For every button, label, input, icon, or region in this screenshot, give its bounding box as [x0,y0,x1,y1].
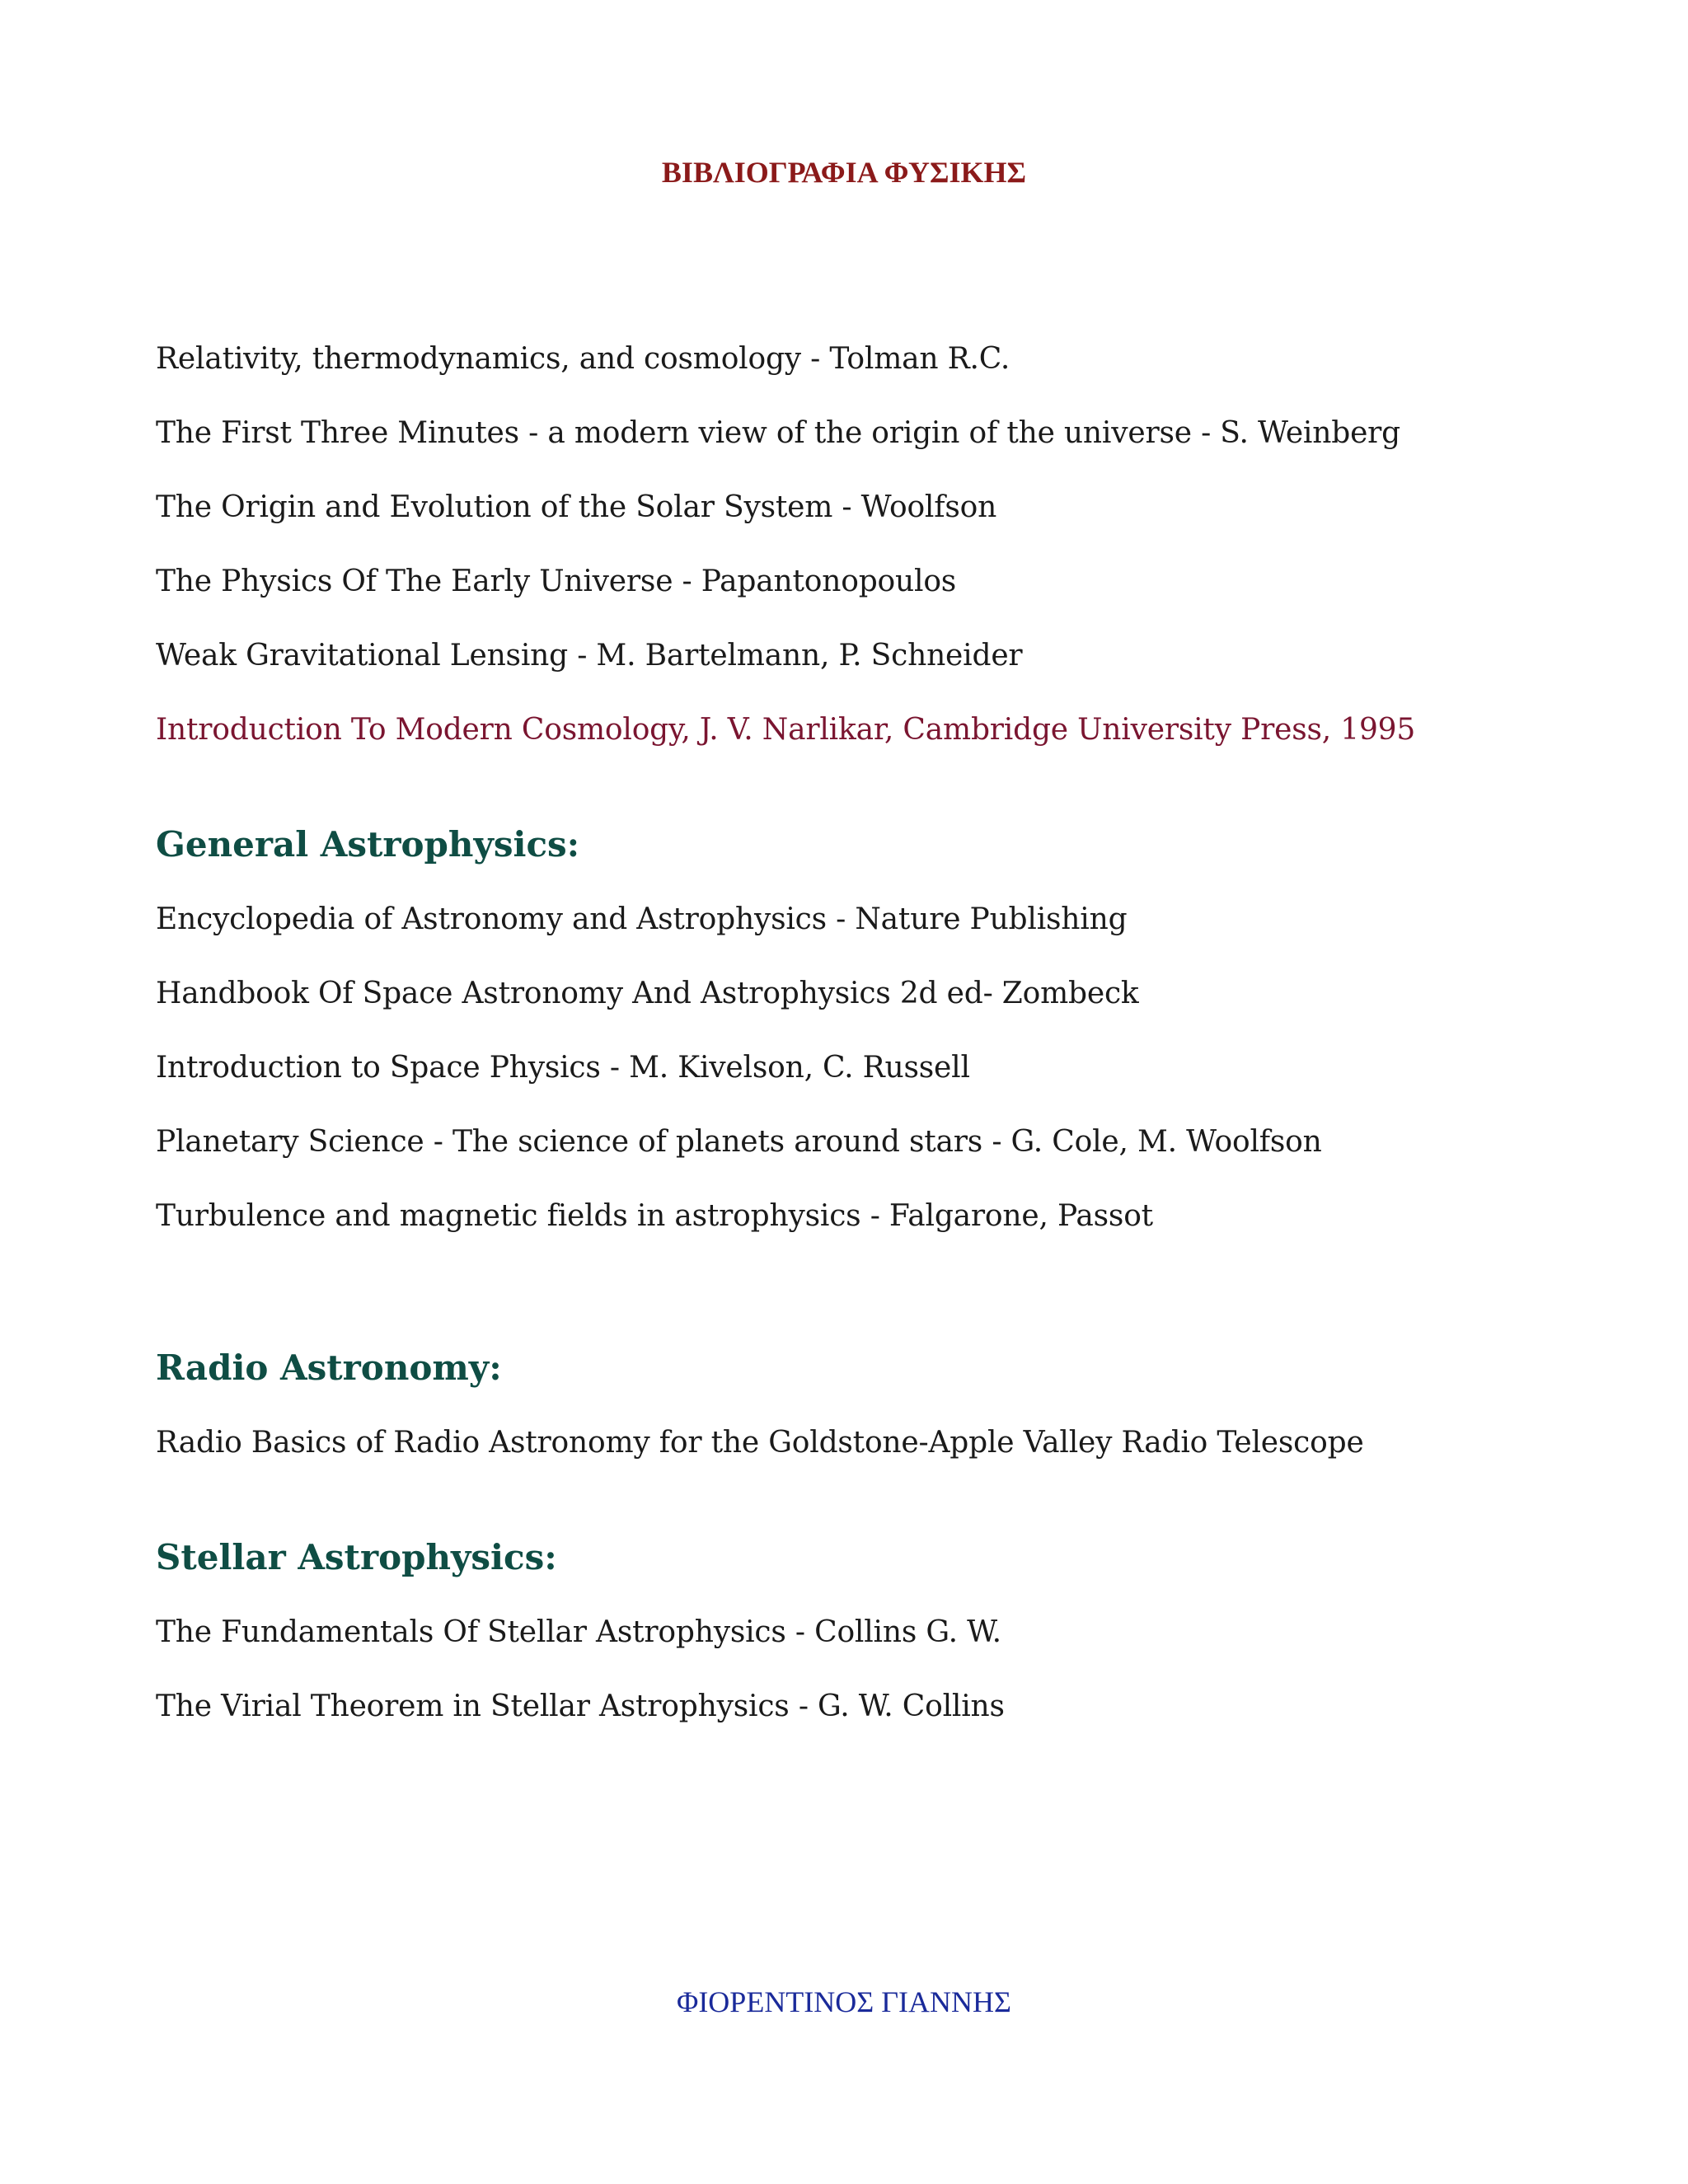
list-item: Radio Basics of Radio Astronomy for the Goldstone-Apple Valley Radio Telescope [156,1426,1364,1460]
section-heading-stellar-astrophysics: Stellar Astrophysics: [156,1537,557,1577]
list-item: The Fundamentals Of Stellar Astrophysics - Collins G. W. [156,1615,1001,1649]
section-heading-general-astrophysics: General Astrophysics: [156,824,580,865]
list-item: Weak Gravitational Lensing - M. Bartelmann, P. Schneider [156,639,1023,673]
list-item: The Virial Theorem in Stellar Astrophysics - G. W. Collins [156,1690,1005,1723]
list-item: The Origin and Evolution of the Solar System - Woolfson [156,490,997,524]
author-footer: ΦΙΟΡΕΝΤΙΝΟΣ ΓΙΑΝΝΗΣ [677,1985,1011,2018]
list-item: The Physics Of The Early Universe - Papantonopoulos [156,565,957,598]
list-item: Encyclopedia of Astronomy and Astrophysics - Nature Publishing [156,902,1128,936]
list-item: The First Three Minutes - a modern view of the origin of the universe - S. Weinberg [156,416,1401,450]
list-item: Turbulence and magnetic fields in astrophysics - Falgarone, Passot [156,1199,1153,1233]
section-heading-radio-astronomy: Radio Astronomy: [156,1347,502,1388]
list-item: Relativity, thermodynamics, and cosmology - Tolman R.C. [156,342,1010,376]
list-item: Introduction to Space Physics - M. Kivelson, C. Russell [156,1051,970,1085]
list-item: Planetary Science - The science of planets around stars - G. Cole, M. Woolfson [156,1125,1322,1159]
list-item-highlighted: Introduction To Modern Cosmology, J. V. Narlikar, Cambridge University Press, 1995 [156,713,1416,747]
page-title: ΒΙΒΛΙΟΓΡΑΦΙΑ ΦΥΣΙΚΗΣ [661,156,1027,189]
list-item: Handbook Of Space Astronomy And Astrophysics 2d ed- Zombeck [156,977,1139,1010]
